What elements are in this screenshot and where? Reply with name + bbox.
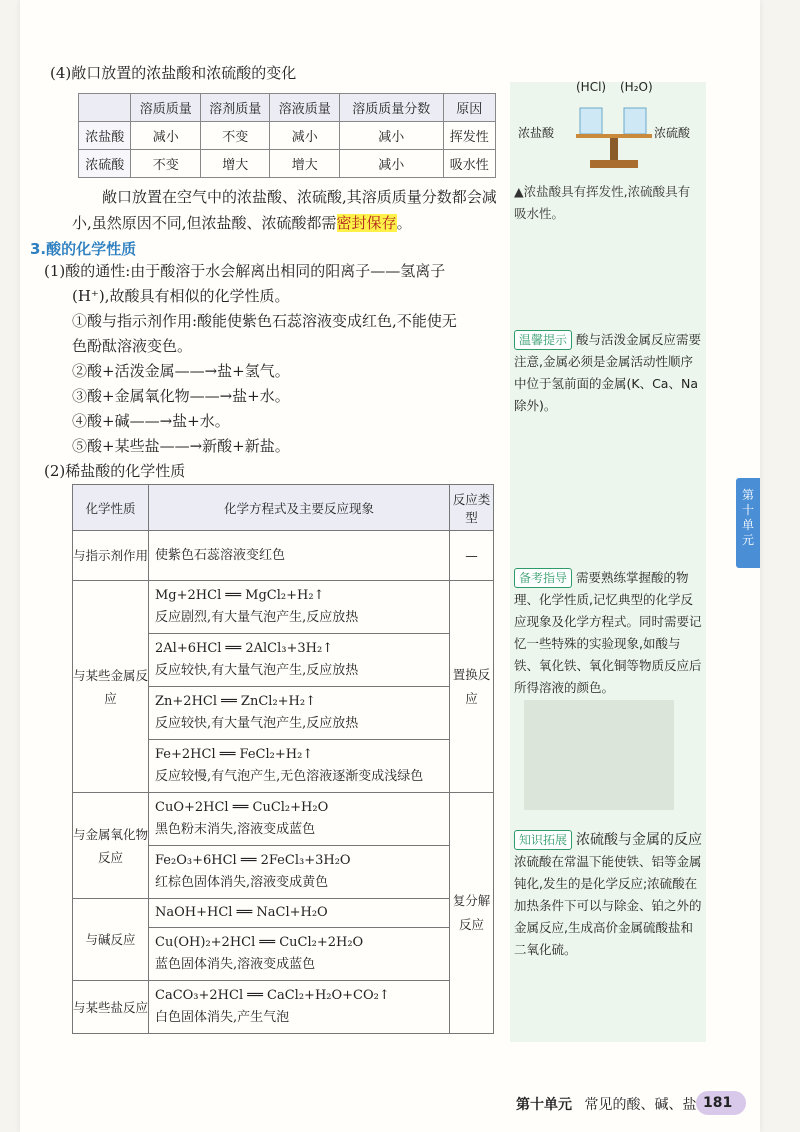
guide-text: 需要熟练掌握酸的物理、化学性质,记忆典型的化学反应现象及化学方程式。同时需要记忆一些特殊的实验现象,如酸与铁、氧化铁、氧化铜等物质反应后所得溶液的颜色。 bbox=[514, 570, 702, 695]
equation: CuO+2HCl ══ CuCl₂+H₂O bbox=[155, 800, 329, 815]
table-header: 溶剂质量 bbox=[200, 94, 270, 122]
balance-scale-icon bbox=[576, 96, 652, 172]
equation-cell bbox=[149, 634, 450, 687]
dilute-hcl-heading: (2)稀盐酸的化学性质 bbox=[44, 462, 186, 480]
table-row bbox=[73, 793, 494, 846]
sidebar bbox=[514, 80, 702, 961]
phenomenon: 黑色粉末消失,溶液变成蓝色 bbox=[155, 822, 316, 837]
section4-heading: (4)敞口放置的浓盐酸和浓硫酸的变化 bbox=[50, 64, 297, 82]
table-cell: 减小 bbox=[339, 150, 443, 178]
property-item-1a: ①酸与指示剂作用:酸能使紫色石蕊溶液变成红色,不能使无 bbox=[72, 312, 457, 330]
type-cell: 置换反应 bbox=[450, 581, 494, 793]
property-item-1b: 色酚酞溶液变色。 bbox=[72, 337, 193, 355]
table-row bbox=[73, 531, 494, 581]
page-number: 181 bbox=[696, 1091, 746, 1115]
table-cell: 不变 bbox=[200, 122, 270, 150]
equation: 2Al+6HCl ══ 2AlCl₃+3H₂↑ bbox=[155, 641, 334, 656]
page-footer bbox=[516, 1094, 696, 1114]
category-cell: 与某些盐反应 bbox=[73, 981, 149, 1034]
hcl-label: (HCl) bbox=[576, 80, 607, 94]
type-cell: — bbox=[450, 531, 494, 581]
table-row bbox=[79, 122, 496, 150]
table-header: 溶质质量分数 bbox=[339, 94, 443, 122]
phenomenon: 白色固体消失,产生气泡 bbox=[155, 1010, 290, 1025]
property-item-2: ②酸+活泼金属——→盐+氢气。 bbox=[72, 362, 290, 380]
equation: Cu(OH)₂+2HCl ══ CuCl₂+2H₂O bbox=[155, 935, 364, 950]
h2o-label: (H₂O) bbox=[620, 80, 653, 94]
equation-cell: 使紫色石蕊溶液变红色 bbox=[149, 531, 450, 581]
equation: Zn+2HCl ══ ZnCl₂+H₂↑ bbox=[155, 694, 316, 709]
equation: Fe₂O₃+6HCl ══ 2FeCl₃+3H₂O bbox=[155, 853, 351, 868]
table-header: 反应类型 bbox=[450, 485, 494, 531]
phenomenon: 反应较快,有大量气泡产生,反应放热 bbox=[155, 663, 359, 678]
tab-char: 单 bbox=[741, 518, 754, 532]
section3-title: 3.酸的化学性质 bbox=[30, 240, 137, 258]
category-cell: 与碱反应 bbox=[73, 899, 149, 981]
tab-char: 第 bbox=[741, 488, 754, 502]
type-cell: 复分解反应 bbox=[450, 793, 494, 1034]
extension-title: 浓硫酸与金属的反应 bbox=[576, 832, 703, 848]
phenomenon: 反应较快,有大量气泡产生,反应放热 bbox=[155, 716, 359, 731]
table-cell: 浓硫酸 bbox=[79, 150, 131, 178]
tip-box bbox=[514, 329, 702, 417]
equation: CaCO₃+2HCl ══ CaCl₂+H₂O+CO₂↑ bbox=[155, 988, 390, 1003]
concentrated-acid-table bbox=[78, 93, 496, 178]
table-cell: 减小 bbox=[339, 122, 443, 150]
general-property-line1: (1)酸的通性:由于酸溶于水会解离出相同的阳离子——氢离子 bbox=[44, 262, 446, 280]
unit-tab bbox=[736, 478, 760, 568]
guide-tag: 备考指导 bbox=[514, 568, 572, 588]
section4-paragraph bbox=[72, 184, 502, 236]
table-header: 溶液质量 bbox=[270, 94, 340, 122]
equation-cell bbox=[149, 899, 450, 928]
footer-unit: 第十单元 bbox=[516, 1097, 572, 1113]
tab-char: 元 bbox=[741, 533, 754, 547]
equation: Fe+2HCl ══ FeCl₂+H₂↑ bbox=[155, 747, 314, 762]
table-row bbox=[79, 150, 496, 178]
table-cell: 增大 bbox=[200, 150, 270, 178]
table-header: 化学性质 bbox=[73, 485, 149, 531]
equation-cell bbox=[149, 740, 450, 793]
equation: NaOH+HCl ══ NaCl+H₂O bbox=[155, 905, 328, 920]
guide-box bbox=[514, 567, 702, 699]
table-row bbox=[73, 981, 494, 1034]
equation-cell bbox=[149, 793, 450, 846]
equation: Mg+2HCl ══ MgCl₂+H₂↑ bbox=[155, 588, 325, 603]
extension-text: 浓硫酸在常温下能使铁、铝等金属钝化,发生的是化学反应;浓硫酸在加热条件下可以与除金、铂之外的金属反应,生成高价金属硫酸盐和二氧化硫。 bbox=[514, 854, 702, 957]
category-cell: 与金属氧化物反应 bbox=[73, 793, 149, 899]
phenomenon: 反应较慢,有气泡产生,无色溶液逐渐变成浅绿色 bbox=[155, 769, 424, 784]
footer-title: 常见的酸、碱、盐 bbox=[584, 1097, 697, 1113]
property-item-3: ③酸+金属氧化物——→盐+水。 bbox=[72, 387, 290, 405]
equation-cell bbox=[149, 581, 450, 634]
balance-figure bbox=[514, 80, 702, 175]
extension-box bbox=[514, 829, 702, 961]
category-cell: 与某些金属反应 bbox=[73, 581, 149, 793]
table-row bbox=[73, 899, 494, 928]
table-header: 溶质质量 bbox=[131, 94, 201, 122]
equation-cell bbox=[149, 846, 450, 899]
tip-text: 酸与活泼金属反应需要注意,金属必须是金属活动性顺序中位于氢前面的金属(K、Ca、Na除外)。 bbox=[514, 332, 702, 413]
table-cell: 不变 bbox=[131, 150, 201, 178]
extension-tag: 知识拓展 bbox=[514, 830, 572, 850]
table-cell: 增大 bbox=[270, 150, 340, 178]
figure-caption: ▲浓盐酸具有挥发性,浓硫酸具有吸水性。 bbox=[514, 184, 691, 221]
paragraph-text: 敞口放置在空气中的浓盐酸、浓硫酸,其溶质质量分数都会减小,虽然原因不同,但浓盐酸、浓硫酸都需 bbox=[72, 188, 497, 232]
table-header bbox=[79, 94, 131, 122]
table-header: 原因 bbox=[443, 94, 495, 122]
table-cell: 浓盐酸 bbox=[79, 122, 131, 150]
table-cell: 挥发性 bbox=[443, 122, 495, 150]
property-item-5: ⑤酸+某些盐——→新酸+新盐。 bbox=[72, 437, 290, 455]
equation-cell bbox=[149, 981, 450, 1034]
right-label: 浓硫酸 bbox=[654, 126, 691, 140]
phenomenon: 反应剧烈,有大量气泡产生,反应放热 bbox=[155, 610, 359, 625]
left-label: 浓盐酸 bbox=[518, 126, 555, 140]
equation-cell bbox=[149, 928, 450, 981]
highlight-text: 密封保存 bbox=[336, 214, 397, 232]
equation-cell bbox=[149, 687, 450, 740]
dilute-hcl-table bbox=[72, 484, 494, 1034]
tip-tag: 温馨提示 bbox=[514, 330, 572, 350]
phenomenon: 蓝色固体消失,溶液变成蓝色 bbox=[155, 957, 316, 972]
phenomenon: 红棕色固体消失,溶液变成黄色 bbox=[155, 875, 329, 890]
tab-char: 十 bbox=[741, 503, 754, 517]
general-property-line2: (H⁺),故酸具有相似的化学性质。 bbox=[72, 287, 290, 305]
table-cell: 减小 bbox=[270, 122, 340, 150]
table-cell: 减小 bbox=[131, 122, 201, 150]
table-row bbox=[73, 581, 494, 634]
paragraph-end: 。 bbox=[396, 214, 412, 232]
main-content bbox=[30, 62, 502, 484]
table-cell: 吸水性 bbox=[443, 150, 495, 178]
category-cell: 与指示剂作用 bbox=[73, 531, 149, 581]
property-item-4: ④酸+碱——→盐+水。 bbox=[72, 412, 230, 430]
table-header: 化学方程式及主要反应现象 bbox=[149, 485, 450, 531]
